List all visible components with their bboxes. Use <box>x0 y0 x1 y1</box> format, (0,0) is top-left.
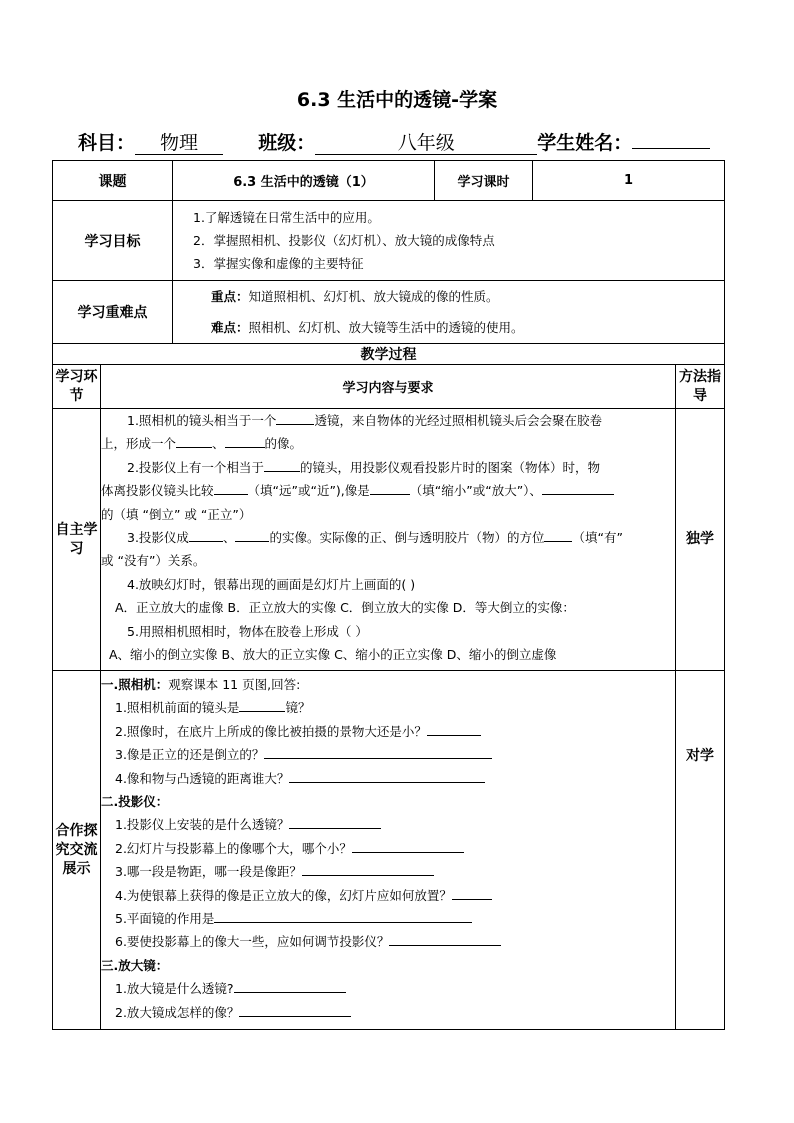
cooperation-row <box>53 671 725 1030</box>
answer-blank[interactable] <box>276 410 314 425</box>
process-row <box>53 344 725 365</box>
answer-blank[interactable] <box>189 527 223 542</box>
answer-blank[interactable] <box>352 838 464 853</box>
goals-list <box>173 201 725 281</box>
class-value: 八年级 <box>315 132 537 155</box>
key-points-label: 学习重难点 <box>53 281 173 344</box>
answer-blank[interactable] <box>239 697 285 712</box>
hours-label: 学习课时 <box>435 161 533 201</box>
question-2-cont: 体离投影仪镜头比较 （填“远”或“近”),像是 （填“缩小”或“放大”）、 <box>101 479 675 502</box>
topic-label: 课题 <box>53 161 173 201</box>
question-4: 4.放映幻灯时，银幕出现的画面是幻灯片上画面的( ) <box>127 576 416 592</box>
process-heading: 教学过程 <box>53 344 725 365</box>
question-5-options: A、缩小的倒立实像 B、放大的正立实像 C、缩小的正立实像 D、缩小的倒立虚像 <box>109 647 557 663</box>
goal-item: 2．掌握照相机、投影仪（幻灯机）、放大镜的成像特点 <box>193 233 495 248</box>
self-study-label: 自主学习 <box>53 409 101 671</box>
question-1: 1.照相机的镜头相当于一个 透镜，来自物体的光经过照相机镜头后会会聚在胶卷 <box>101 409 675 432</box>
answer-blank[interactable] <box>264 457 300 472</box>
key-points-content <box>173 281 725 344</box>
column-header-row <box>53 365 725 409</box>
col-method-header: 方法指导 <box>676 365 725 409</box>
answer-blank[interactable] <box>234 978 346 993</box>
projector-q3: 3.哪一段是物距，哪一段是像距？ <box>101 860 675 883</box>
col-content-header: 学习内容与要求 <box>101 365 676 409</box>
projector-q6: 6.要使投影幕上的像大一些，应如何调节投影仪？ <box>101 930 675 953</box>
key-point-text: 知道照相机、幻灯机、放大镜成的像的性质。 <box>248 289 499 304</box>
answer-blank[interactable] <box>302 861 434 876</box>
answer-blank[interactable] <box>214 908 472 923</box>
camera-q4: 4.像和物与凸透镜的距离谁大？ <box>101 767 675 790</box>
question-5: 5.用照相机照相时，物体在胶卷上形成（ ） <box>127 623 368 639</box>
projector-q5: 5.平面镜的作用是 <box>101 907 675 930</box>
class-label: 班级： <box>258 132 316 154</box>
answer-blank[interactable] <box>225 433 265 448</box>
student-name-label: 学生姓名： <box>537 132 633 154</box>
answer-blank[interactable] <box>289 814 381 829</box>
camera-q2: 2.照像时，在底片上所成的像比被拍摄的景物大还是小？ <box>101 720 675 743</box>
goal-item: 1.了解透镜在日常生活中的应用。 <box>193 210 380 225</box>
answer-blank[interactable] <box>542 480 614 495</box>
key-point-label: 重点： <box>211 289 249 304</box>
answer-blank[interactable] <box>544 527 572 542</box>
answer-blank[interactable] <box>452 885 492 900</box>
cooperation-method: 对学 <box>676 671 725 1030</box>
difficulty-text: 照相机、幻灯机、放大镜等生活中的透镜的使用。 <box>248 320 524 335</box>
question-1-cont: 上，形成一个 、 的像。 <box>101 432 675 455</box>
projector-q2: 2.幻灯片与投影幕上的像哪个大，哪个小？ <box>101 837 675 860</box>
difficulty-label: 难点： <box>211 320 249 335</box>
topic-row <box>53 161 725 201</box>
header-info-line <box>78 126 728 155</box>
study-plan-table <box>52 160 725 1030</box>
projector-heading: 二.投影仪： <box>101 794 169 810</box>
camera-q1: 1.照相机前面的镜头是 镜？ <box>101 696 675 719</box>
answer-blank[interactable] <box>235 527 269 542</box>
student-name-field[interactable] <box>632 126 710 149</box>
answer-blank[interactable] <box>389 931 501 946</box>
subject-label: 科目： <box>78 132 136 154</box>
magnifier-q1: 1.放大镜是什么透镜? <box>101 977 675 1000</box>
projector-q1: 1.投影仪上安装的是什么透镜？ <box>101 813 675 836</box>
answer-blank[interactable] <box>214 480 248 495</box>
answer-blank[interactable] <box>176 433 212 448</box>
answer-blank[interactable] <box>289 768 485 783</box>
key-points-row <box>53 281 725 344</box>
self-study-content <box>101 409 676 671</box>
question-3: 3.投影仪成 、 的实像。实际像的正、倒与透明胶片（物）的方位 （填“有” <box>101 526 675 549</box>
answer-blank[interactable] <box>370 480 410 495</box>
camera-heading: 一.照相机：观察课本 11 页图,回答: <box>101 677 301 692</box>
topic-value: 6.3 生活中的透镜（1） <box>173 161 435 201</box>
projector-q4: 4.为使银幕上获得的像是正立放大的像，幻灯片应如何放置？ <box>101 884 675 907</box>
answer-blank[interactable] <box>427 721 481 736</box>
camera-q3: 3.像是正立的还是倒立的？ <box>101 743 675 766</box>
self-study-method: 独学 <box>676 409 725 671</box>
question-4-options: A．正立放大的虚像 B．正立放大的实像 C．倒立放大的实像 D．等大倒立的实像： <box>115 600 575 616</box>
cooperation-label: 合作探究交流展示 <box>53 671 101 1030</box>
self-study-row <box>53 409 725 671</box>
hours-value: 1 <box>533 161 725 201</box>
subject-value: 物理 <box>135 132 223 155</box>
col-stage-header: 学习环节 <box>53 365 101 409</box>
magnifier-heading: 三.放大镜： <box>101 957 169 973</box>
magnifier-q2: 2.放大镜成怎样的像？ <box>101 1001 675 1024</box>
cooperation-content <box>101 671 676 1030</box>
question-2-end: 的（填 “倒立” 或 “正立”） <box>101 506 252 522</box>
question-3-cont: 或 “没有”）关系。 <box>101 553 206 569</box>
page-title: 6.3 生活中的透镜-学案 <box>296 89 498 111</box>
goals-label: 学习目标 <box>53 201 173 281</box>
goal-item: 3．掌握实像和虚像的主要特征 <box>193 256 364 271</box>
answer-blank[interactable] <box>264 744 492 759</box>
goals-row <box>53 201 725 281</box>
answer-blank[interactable] <box>239 1002 351 1017</box>
question-2: 2.投影仪上有一个相当于 的镜头，用投影仪观看投影片时的图案（物体）时，物 <box>101 456 675 479</box>
